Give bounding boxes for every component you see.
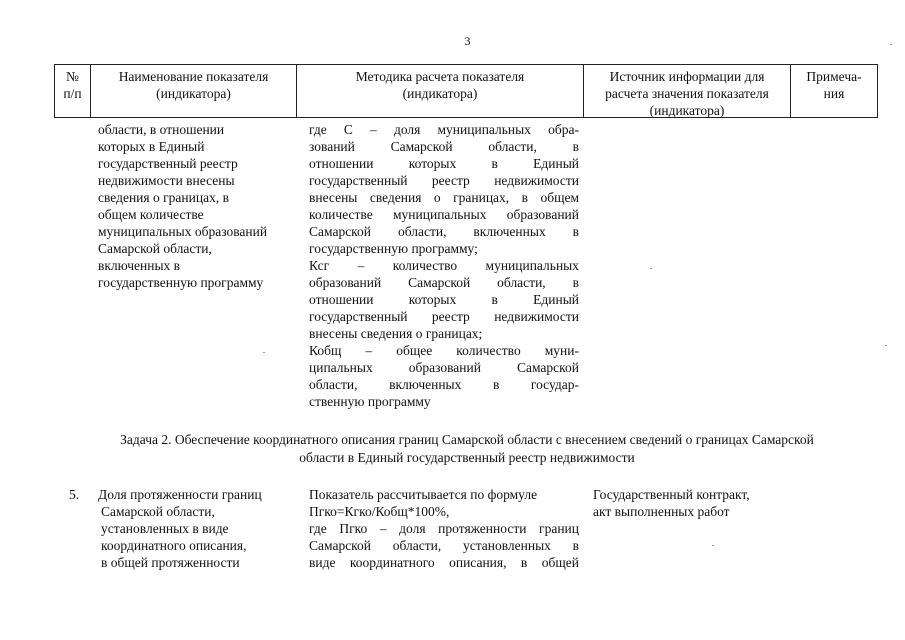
text-line: Самарской области, установленных в bbox=[309, 538, 579, 553]
header-text: (индикатора) bbox=[649, 103, 725, 118]
text-line: количестве муниципальных образований bbox=[309, 207, 579, 222]
scan-speck bbox=[712, 545, 714, 546]
text-line: где Пгко – доля протяженности границ bbox=[309, 521, 579, 536]
text-line: которых в Единый bbox=[98, 139, 205, 154]
information-source bbox=[593, 486, 793, 520]
scan-speck bbox=[263, 352, 265, 353]
table-header bbox=[54, 64, 878, 118]
text-line: ципальных образований Самарской bbox=[309, 360, 579, 375]
text-line: Ксг – количество муниципальных bbox=[309, 258, 579, 273]
text-line: ственную программу bbox=[309, 394, 431, 409]
text-line: Кобщ – общее количество муни- bbox=[309, 343, 579, 358]
task-heading-line: Задача 2. Обеспечение координатного описания границ Самарской области с внесением сведений о границах Самарской bbox=[120, 432, 814, 447]
header-notes-column bbox=[790, 64, 878, 118]
text-line: Самарской области, bbox=[98, 241, 212, 256]
header-text: (индикатора) bbox=[156, 86, 231, 101]
text-line: образований Самарской области, в bbox=[309, 275, 579, 290]
method-description bbox=[309, 486, 579, 571]
text-line: отношении которых в Единый bbox=[309, 292, 579, 307]
text-line: Показатель рассчитывается по формуле bbox=[309, 487, 538, 502]
header-text: ния bbox=[823, 86, 845, 101]
text-line: включенных в bbox=[98, 258, 181, 273]
header-text: № bbox=[66, 69, 79, 84]
text-line: акт выполненных работ bbox=[593, 504, 730, 519]
text-line: государственную программу; bbox=[309, 241, 478, 256]
text-line: сведения о границах, в bbox=[98, 190, 229, 205]
text-line: Самарской области, включенных в bbox=[309, 224, 579, 239]
text-line: внесены сведения о границах, в общем bbox=[309, 190, 579, 205]
header-text: Методика расчета показателя bbox=[355, 69, 525, 84]
text-line: Государственный контракт, bbox=[593, 487, 750, 502]
text-line: координатного описания, bbox=[101, 538, 247, 553]
text-line: Доля протяженности границ bbox=[98, 487, 262, 502]
row-number: 5. bbox=[69, 487, 80, 502]
text-line: виде координатного описания, в общей bbox=[309, 555, 579, 570]
text-line: области, в отношении bbox=[98, 122, 225, 137]
scan-speck bbox=[890, 44, 892, 45]
text-line: государственный реестр bbox=[98, 156, 238, 171]
header-indicator-name-column bbox=[90, 64, 297, 118]
method-continued bbox=[309, 121, 579, 410]
task-heading bbox=[64, 431, 870, 467]
text-line: области, включенных в государ- bbox=[309, 377, 579, 392]
header-number-column bbox=[54, 64, 91, 118]
header-text: Наименование показателя bbox=[118, 69, 269, 84]
text-line: отношении которых в Единый bbox=[309, 156, 579, 171]
header-text: Источник информации для bbox=[609, 69, 765, 84]
page-number: 3 bbox=[464, 34, 471, 48]
header-text: Примеча- bbox=[806, 69, 862, 84]
text-line: где С – доля муниципальных обра- bbox=[309, 122, 579, 137]
text-line: государственную программу bbox=[98, 275, 264, 290]
text-line: муниципальных образований bbox=[98, 224, 268, 239]
text-line: государственный реестр недвижимости bbox=[309, 309, 579, 324]
text-line: недвижимости внесены bbox=[98, 173, 235, 188]
text-line: Самарской области, bbox=[101, 504, 215, 519]
header-text: п/п bbox=[63, 86, 82, 101]
header-text: расчета значения показателя bbox=[605, 86, 769, 101]
text-line: внесены сведения о границах; bbox=[309, 326, 483, 341]
text-line: в общей протяженности bbox=[101, 555, 240, 570]
scan-speck bbox=[885, 345, 887, 346]
indicator-name bbox=[98, 486, 298, 571]
scan-speck bbox=[650, 268, 652, 269]
header-text: (индикатора) bbox=[402, 86, 478, 101]
text-line: зований Самарской области, в bbox=[309, 139, 579, 154]
header-source-column bbox=[583, 64, 791, 118]
indicator-name-continued bbox=[98, 121, 298, 291]
header-method-column bbox=[296, 64, 584, 118]
text-line: общем количестве bbox=[98, 207, 204, 222]
text-line: государственный реестр недвижимости bbox=[309, 173, 579, 188]
task-heading-line: области в Единый государственный реестр недвижимости bbox=[299, 450, 635, 465]
text-line: установленных в виде bbox=[101, 521, 229, 536]
text-line: Пгко=Кгко/Кобщ*100%, bbox=[309, 504, 450, 519]
